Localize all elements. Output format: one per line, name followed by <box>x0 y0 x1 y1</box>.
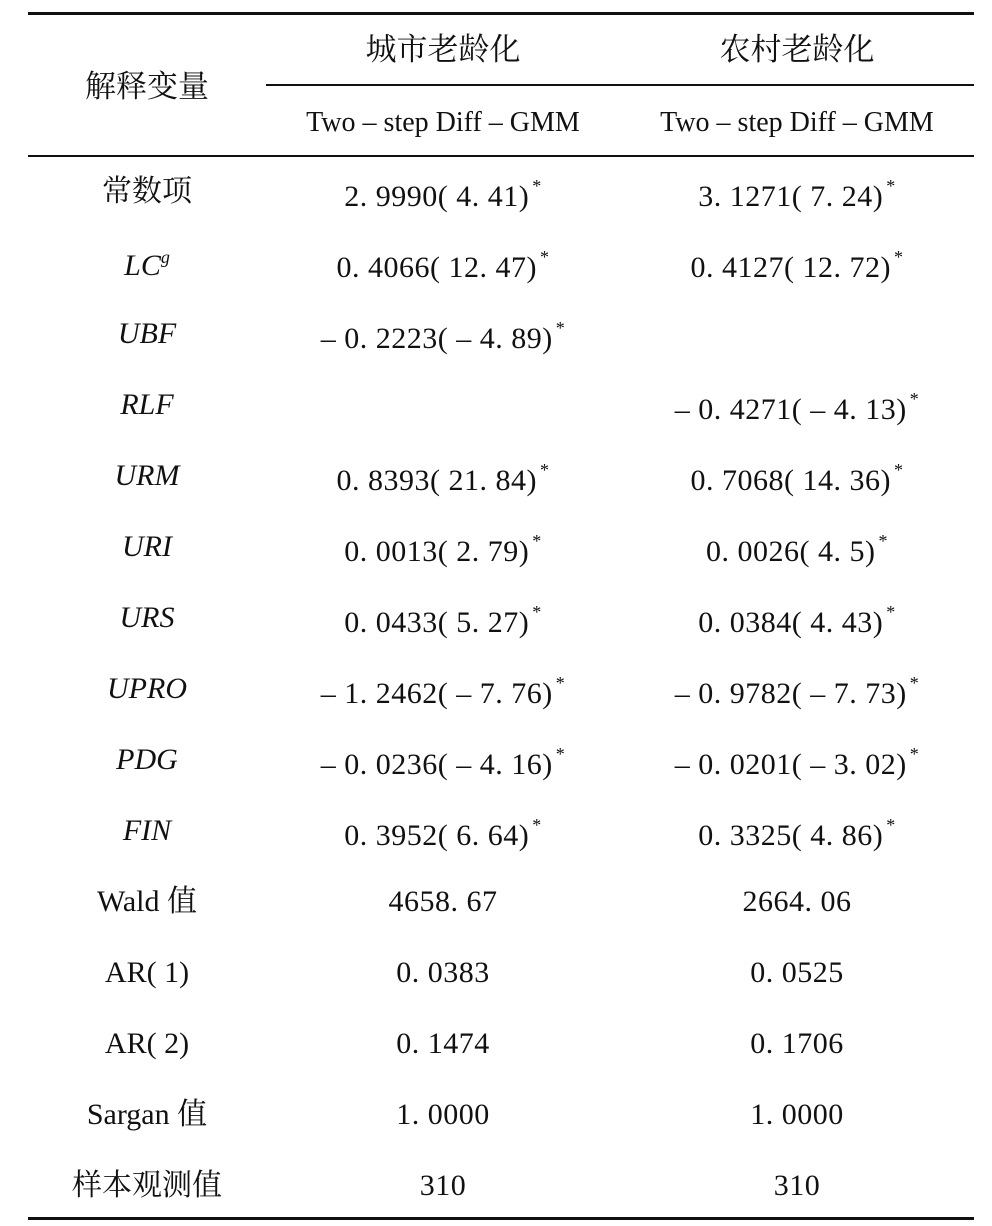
row-label <box>28 603 266 633</box>
group-rule <box>266 84 974 86</box>
urban-value: 0. 3952( 6. 64) <box>344 819 530 852</box>
row-label-text: Sargan 值 <box>86 1098 208 1131</box>
rural-value: 0. 0525 <box>750 956 844 989</box>
row-label <box>28 248 266 281</box>
rural-aging-header: 农村老龄化 <box>719 32 875 68</box>
urban-value: – 0. 2223( – 4. 89) <box>320 322 553 355</box>
urban-value: 0. 0433( 5. 27) <box>344 606 530 639</box>
rural-significance-star: * <box>886 815 896 835</box>
rural-value: 0. 0384( 4. 43) <box>698 606 884 639</box>
row-label <box>28 674 266 704</box>
rural-value: – 0. 0201( – 3. 02) <box>674 748 907 781</box>
urban-aging-header: 城市老龄化 <box>365 32 521 68</box>
rural-significance-star: * <box>909 744 920 764</box>
rural-significance-star: * <box>893 460 904 480</box>
row-label <box>28 958 266 988</box>
rural-value-cell <box>620 887 974 917</box>
urban-value: – 0. 0236( – 4. 16) <box>320 748 553 781</box>
row-label-text: RLF <box>120 388 174 421</box>
urban-significance-star: * <box>555 318 566 338</box>
rural-value-cell <box>620 248 974 283</box>
urban-value: 0. 0013( 2. 79) <box>344 535 530 568</box>
row-label-text: 样本观测值 <box>72 1169 222 1202</box>
rural-value: 0. 3325( 4. 86) <box>698 819 884 852</box>
row-label <box>28 745 266 775</box>
rural-value-cell <box>620 603 974 638</box>
row-label <box>28 390 266 420</box>
urban-significance-star: * <box>555 744 566 764</box>
rural-value: – 0. 4271( – 4. 13) <box>674 393 907 426</box>
urban-value: 0. 8393( 21. 84) <box>336 464 537 497</box>
urban-method-header: Two – step Diff – GMM <box>306 107 580 138</box>
header-rule <box>28 155 974 157</box>
row-label <box>28 816 266 846</box>
urban-significance-star: * <box>532 531 542 551</box>
rural-value-cell <box>620 390 974 425</box>
urban-value-cell <box>266 745 620 780</box>
row-label-text: URI <box>122 530 172 563</box>
row-label-header: 解释变量 <box>85 69 209 105</box>
rural-method-header: Two – step Diff – GMM <box>660 107 934 138</box>
urban-significance-star: * <box>532 176 542 196</box>
row-label-text: FIN <box>122 814 172 847</box>
rural-value: 0. 7068( 14. 36) <box>690 464 891 497</box>
rural-value: – 0. 9782( – 7. 73) <box>674 677 907 710</box>
rural-value-cell <box>620 958 974 988</box>
rural-value-cell <box>620 745 974 780</box>
rural-significance-star: * <box>909 673 920 693</box>
row-label-text: AR( 2) <box>104 1027 190 1060</box>
rural-value: 2664. 06 <box>742 885 852 918</box>
urban-significance-star: * <box>539 247 550 267</box>
row-label <box>28 532 266 562</box>
row-label-text: URM <box>114 459 180 492</box>
urban-significance-star: * <box>555 673 566 693</box>
urban-value: 0. 4066( 12. 47) <box>336 251 537 284</box>
row-label-text: PDG <box>116 743 178 776</box>
bottom-rule <box>28 1217 974 1220</box>
urban-value-cell <box>266 1029 620 1059</box>
rural-value-cell <box>620 177 974 212</box>
row-label <box>28 461 266 491</box>
urban-value-cell <box>266 461 620 496</box>
rural-value-cell <box>620 461 974 496</box>
urban-value: 2. 9990( 4. 41) <box>344 180 530 213</box>
row-label-text: URS <box>119 601 175 634</box>
urban-value: 0. 1474 <box>396 1027 490 1060</box>
row-label <box>28 177 266 207</box>
rural-value: 310 <box>773 1169 821 1202</box>
urban-value-cell <box>266 532 620 567</box>
urban-value-cell <box>266 816 620 851</box>
urban-value-cell <box>266 958 620 988</box>
row-label <box>28 1100 266 1130</box>
urban-value: 1. 0000 <box>396 1098 490 1131</box>
urban-value: 310 <box>419 1169 467 1202</box>
rural-value-cell <box>620 1171 974 1201</box>
rural-significance-star: * <box>893 247 904 267</box>
row-label-text: 常数项 <box>102 175 192 208</box>
row-label-superscript: g <box>160 247 170 267</box>
rural-value-cell <box>620 1100 974 1130</box>
rural-significance-star: * <box>886 176 896 196</box>
rural-value: 1. 0000 <box>750 1098 844 1131</box>
urban-value: 0. 0383 <box>396 956 490 989</box>
rural-value-cell <box>620 674 974 709</box>
rural-value-cell <box>620 816 974 851</box>
rural-value: 0. 4127( 12. 72) <box>690 251 891 284</box>
row-label <box>28 319 266 349</box>
urban-value-cell <box>266 887 620 917</box>
urban-value-cell <box>266 603 620 638</box>
row-label-text: UPRO <box>107 672 187 705</box>
row-label-text: Wald 值 <box>96 885 198 918</box>
urban-significance-star: * <box>539 460 550 480</box>
rural-value: 0. 0026( 4. 5) <box>706 535 876 568</box>
row-label-text: AR( 1) <box>104 956 190 989</box>
row-label-text: UBF <box>117 317 177 350</box>
urban-value-cell <box>266 674 620 709</box>
rural-significance-star: * <box>886 602 896 622</box>
top-rule <box>28 12 974 15</box>
urban-value-cell <box>266 1171 620 1201</box>
row-label <box>28 1029 266 1059</box>
urban-significance-star: * <box>532 815 542 835</box>
row-label-text: LC <box>124 249 161 282</box>
row-label <box>28 1171 266 1201</box>
rural-significance-star: * <box>909 389 920 409</box>
urban-significance-star: * <box>532 602 542 622</box>
urban-value: 4658. 67 <box>388 885 498 918</box>
rural-value-cell <box>620 1029 974 1059</box>
urban-value-cell <box>266 319 620 354</box>
rural-value-cell <box>620 532 974 567</box>
rural-value: 3. 1271( 7. 24) <box>698 180 884 213</box>
urban-value: – 1. 2462( – 7. 76) <box>320 677 553 710</box>
urban-value-cell <box>266 248 620 283</box>
rural-significance-star: * <box>878 531 888 551</box>
rural-value: 0. 1706 <box>750 1027 844 1060</box>
urban-value-cell <box>266 1100 620 1130</box>
row-label <box>28 887 266 917</box>
urban-value-cell <box>266 177 620 212</box>
